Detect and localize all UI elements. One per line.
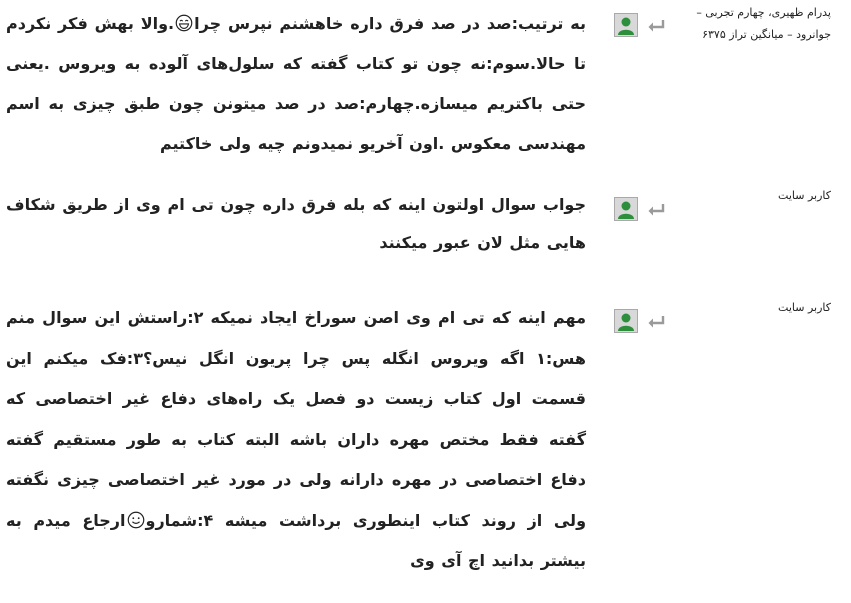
- comment-text-part: به ترتیب:صد در صد فرق داره خاهشنم نپرس چرا: [194, 14, 586, 33]
- comment-author: کاربر سایت: [778, 189, 831, 202]
- comment-text-part: ارجاع میدم به بیشتر بدانید اچ آی وی: [6, 510, 586, 570]
- comment-author: کاربر سایت: [778, 301, 831, 314]
- reply-arrow-icon: [647, 19, 665, 33]
- smiley-icon: [127, 511, 145, 529]
- comment-1: [0, 0, 851, 170]
- user-avatar-icon: [614, 13, 638, 37]
- comment-3: [0, 280, 851, 570]
- comment-text: [6, 298, 586, 582]
- comment-text-part: مهم اینه که تی ام وی اصن سوراخ ایجاد نمیکه ۲:راستش این سوال منم هس:۱ اگه ویروس انگله پس چرا پریون انگل نیس؟۳:فک میکنم این قسمت اول کتاب زیست دو فصل یک راه‌های دفاع غیر اختصاصی که گفته فقط مختص مهره داران باشه البته کتاب به طور مستقیم گفته دفاع اختصاصی در مهره دارانه ولی در مورد غیر اختصاصی چیزی نگفته ولی از روند کتاب اینطوری برداشت میشه ۴:شمارو: [6, 308, 587, 530]
- user-avatar-icon: [614, 309, 638, 333]
- grinning-smiley-icon: [175, 14, 193, 32]
- comment-text: [6, 4, 586, 164]
- comment-text-part: .والا بهش فکر نکردم تا حالا.سوم:نه چون تو کتاب گفته که سلول‌های آلوده به ویروس .یعنی حتی باکتریم میسازه.چهارم:صد در صد میتونن چون طبق چیزی به اسم مهندسی معکوس .اون آخریو نمیدونم چیه ولی خاکتیم: [6, 14, 586, 153]
- reply-button[interactable]: [646, 16, 666, 36]
- reply-button[interactable]: [646, 200, 666, 220]
- reply-button[interactable]: [646, 312, 666, 332]
- reply-arrow-icon: [647, 203, 665, 217]
- comment-text-part: جواب سوال اولتون اینه که بله فرق داره چون تی ام وی از طریق شکاف هایی مثل لان عبور میکنند: [6, 195, 586, 252]
- reply-arrow-icon: [647, 315, 665, 329]
- comment-text: [6, 186, 586, 262]
- user-avatar-icon: [614, 197, 638, 221]
- comment-author: پدرام ظهیری، چهارم تجربی – جوانرود – میانگین تراز ۶۳۷۵: [696, 6, 831, 41]
- comment-2: [0, 170, 851, 280]
